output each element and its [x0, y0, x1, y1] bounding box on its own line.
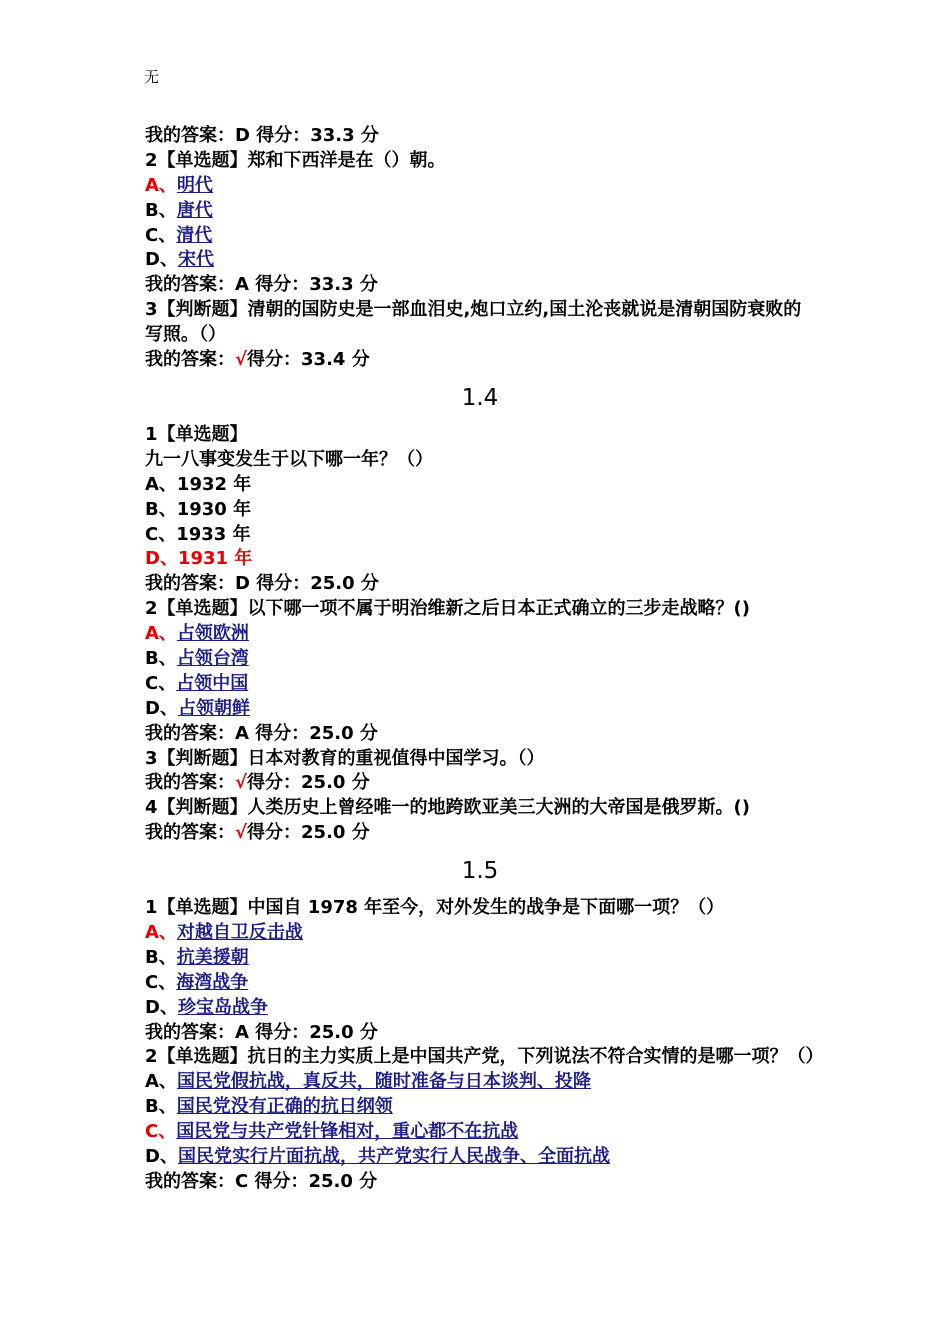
question-text [145, 149, 815, 174]
option-text [145, 473, 815, 498]
my-answer-line [145, 572, 815, 597]
line-text: 1【单选题】 [145, 423, 248, 445]
line-text: 得分：25.0 分 [247, 772, 370, 794]
option-label: A、 [145, 921, 177, 943]
line-text: 2【单选题】抗日的主力实质上是中国共产党，下列说法不符合实情的是哪一项？（） [145, 1046, 824, 1068]
option-label: C、 [145, 672, 177, 694]
section-heading [145, 373, 815, 423]
line-text: C、1933 年 [145, 523, 251, 545]
option-link[interactable]: 国民党实行片面抗战，共产党实行人民战争、全面抗战 [177, 1146, 610, 1167]
answer-option [145, 697, 815, 722]
my-answer-line [145, 273, 815, 298]
question-text [145, 423, 815, 448]
option-link[interactable]: 唐代 [176, 199, 213, 221]
option-link[interactable]: 对越自卫反击战 [176, 921, 303, 943]
my-answer-line [145, 348, 815, 373]
option-label: B、 [145, 1096, 177, 1118]
section-heading [145, 846, 815, 896]
option-label: A、 [145, 623, 177, 645]
my-answer-line [145, 1021, 815, 1046]
line-text: 2【单选题】郑和下西洋是在（）朝。 [145, 149, 446, 171]
line-text: 2【单选题】以下哪一项不属于明治维新之后日本正式确立的三步走战略？() [145, 598, 750, 620]
question-text [145, 597, 815, 622]
answer-option [145, 1095, 815, 1120]
line-text: 我的答案： [145, 822, 235, 844]
option-label: B、 [145, 946, 177, 968]
answer-option [145, 174, 815, 199]
answer-option [145, 199, 815, 224]
option-label: A、 [145, 174, 177, 196]
answer-option [145, 971, 815, 996]
option-link[interactable]: 占领台湾 [176, 647, 249, 669]
line-text: 我的答案： [145, 349, 235, 371]
line-text: 1.5 [461, 858, 499, 885]
answer-option [145, 1120, 815, 1145]
line-text: 1【单选题】中国自 1978 年至今，对外发生的战争是下面哪一项？（） [145, 897, 725, 919]
answer-option [145, 647, 815, 672]
my-answer-line [145, 1170, 815, 1195]
option-link[interactable]: 明代 [176, 174, 213, 196]
option-label: A、 [145, 1071, 177, 1093]
question-text [145, 796, 815, 821]
line-text: A、1932 年 [145, 473, 252, 495]
line-text: 3【判断题】日本对教育的重视值得中国学习。（） [145, 747, 545, 769]
answer-option [145, 921, 815, 946]
option-link[interactable]: 宋代 [177, 249, 214, 271]
option-link[interactable]: 清代 [176, 224, 213, 246]
my-answer-line [145, 124, 815, 149]
option-label: C、 [145, 971, 177, 993]
check-mark-icon: √ [235, 349, 248, 371]
option-text [145, 498, 815, 523]
page-header: 无 [144, 68, 160, 86]
my-answer-line [145, 771, 815, 796]
line-text: 1.4 [461, 384, 499, 411]
question-text [145, 896, 815, 921]
quiz-content [145, 124, 824, 1195]
line-text: 九一八事变发生于以下哪一年？（） [145, 448, 433, 470]
option-label: C、 [145, 1121, 177, 1143]
line-text: 我的答案：A 得分：25.0 分 [145, 1021, 378, 1043]
question-text [145, 747, 815, 772]
answer-option [145, 224, 815, 249]
line-text: 4【判断题】人类历史上曾经唯一的地跨欧亚美三大洲的大帝国是俄罗斯。() [145, 797, 750, 819]
question-text [145, 298, 815, 348]
option-link[interactable]: 国民党没有正确的抗日纲领 [176, 1096, 393, 1118]
line-text: 我的答案： [145, 772, 235, 794]
option-link[interactable]: 抗美援朝 [176, 946, 249, 968]
line-text: B、1930 年 [145, 498, 252, 520]
option-link[interactable]: 国民党假抗战，真反共，随时准备与日本谈判、投降 [176, 1071, 591, 1093]
answer-option [145, 672, 815, 697]
my-answer-line [145, 821, 815, 846]
my-answer-line [145, 722, 815, 747]
answer-option [145, 1070, 815, 1095]
line-text: 3【判断题】清朝的国防史是一部血泪史,炮口立约,国土沦丧就说是清朝国防衰败的写照。（） [145, 299, 802, 346]
option-label: D、 [145, 996, 178, 1018]
option-text [145, 547, 815, 572]
answer-option [145, 248, 815, 273]
option-link[interactable]: 珍宝岛战争 [177, 996, 268, 1018]
option-label: D、 [145, 697, 178, 719]
line-text: 得分：33.4 分 [247, 349, 370, 371]
check-mark-icon: √ [235, 822, 248, 844]
option-label: D、 [145, 249, 178, 271]
option-label: B、 [145, 199, 177, 221]
line-text: 我的答案：D 得分：33.3 分 [145, 125, 379, 146]
option-link[interactable]: 占领中国 [176, 672, 249, 694]
option-link[interactable]: 国民党与共产党针锋相对，重心都不在抗战 [176, 1121, 519, 1143]
option-label: C、 [145, 224, 177, 246]
option-label: D、 [145, 1146, 178, 1167]
answer-option [145, 996, 815, 1021]
option-label: B、 [145, 647, 177, 669]
question-text [145, 448, 815, 473]
question-text [145, 1045, 824, 1070]
answer-option [145, 622, 815, 647]
option-link[interactable]: 海湾战争 [176, 971, 249, 993]
option-link[interactable]: 占领朝鲜 [177, 697, 250, 719]
line-text: D、1931 年 [145, 548, 253, 570]
line-text: 我的答案：C 得分：25.0 分 [145, 1170, 378, 1192]
line-text: 得分：25.0 分 [247, 822, 370, 844]
answer-option [145, 946, 815, 971]
line-text: 我的答案：A 得分：25.0 分 [145, 722, 378, 744]
check-mark-icon: √ [235, 772, 248, 794]
answer-option [145, 1145, 815, 1170]
line-text: 我的答案：A 得分：33.3 分 [145, 274, 378, 296]
option-link[interactable]: 占领欧洲 [176, 623, 249, 645]
line-text: 我的答案：D 得分：25.0 分 [145, 573, 379, 595]
option-text [145, 523, 815, 548]
